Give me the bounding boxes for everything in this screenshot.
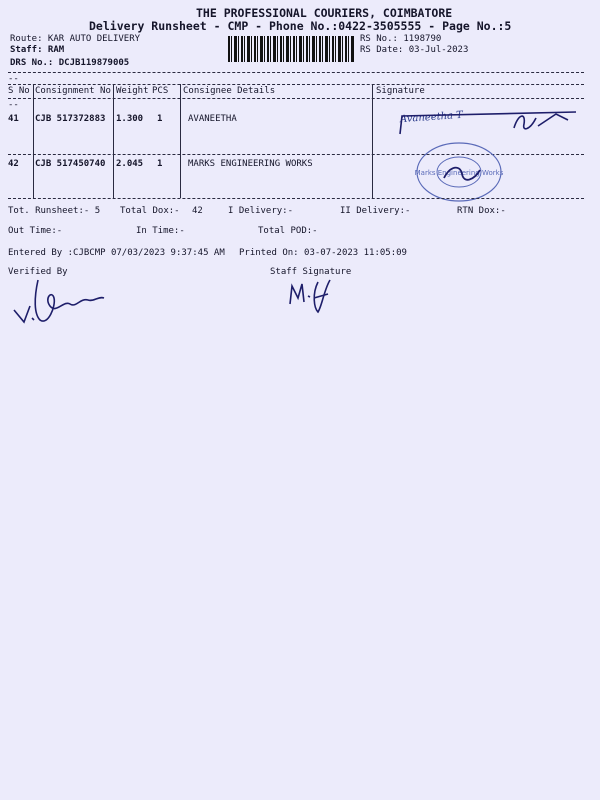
header-signature: Signature bbox=[376, 86, 425, 96]
staff-signature bbox=[284, 276, 344, 316]
cell-sno: 42 bbox=[8, 159, 19, 169]
rtn-dox: RTN Dox:- bbox=[457, 206, 506, 216]
header-pcs: PCS bbox=[152, 86, 169, 96]
cell-pcs: 1 bbox=[157, 159, 163, 169]
out-time: Out Time:- bbox=[8, 226, 63, 236]
receiver-signature-1 bbox=[396, 108, 586, 138]
entered-by: Entered By :CJBCMP 07/03/2023 9:37:45 AM bbox=[8, 248, 225, 258]
column-divider bbox=[372, 84, 373, 198]
staff-signature-label: Staff Signature bbox=[270, 267, 352, 277]
mark-dashes: -- bbox=[8, 74, 19, 84]
route-label: Route: KAR AUTO DELIVERY bbox=[10, 34, 141, 44]
runsheet-subtitle: Delivery Runsheet - CMP - Phone No.:0422-3505555 - Page No.:5 bbox=[89, 19, 512, 33]
verified-by-label: Verified By bbox=[8, 267, 68, 277]
column-divider bbox=[113, 84, 114, 198]
table-top-border bbox=[8, 84, 584, 85]
header-divider bbox=[8, 98, 584, 99]
in-time: In Time:- bbox=[136, 226, 185, 236]
cell-consignee: AVANEETHA bbox=[188, 114, 237, 124]
cell-sno: 41 bbox=[8, 114, 19, 124]
header-consignee: Consignee Details bbox=[183, 86, 276, 96]
company-title: THE PROFESSIONAL COURIERS, COIMBATORE bbox=[196, 6, 453, 20]
staff-label: Staff: RAM bbox=[10, 45, 65, 55]
cell-pcs: 1 bbox=[157, 114, 163, 124]
cell-weight: 2.045 bbox=[116, 159, 144, 169]
column-divider bbox=[180, 84, 181, 198]
total-dox-label: Total Dox:- bbox=[120, 206, 180, 216]
verifier-signature bbox=[8, 276, 108, 330]
handwritten-signature-text: Avaneetha T bbox=[399, 109, 464, 126]
header-weight: Weight bbox=[116, 86, 149, 96]
mark-dashes: -- bbox=[8, 100, 19, 110]
total-pod: Total POD:- bbox=[258, 226, 318, 236]
barcode-image bbox=[228, 36, 354, 62]
tot-runsheet: Tot. Runsheet:- 5 bbox=[8, 206, 101, 216]
company-stamp bbox=[414, 140, 504, 204]
cell-consignee: MARKS ENGINEERING WORKS bbox=[188, 159, 313, 169]
table-bottom-border bbox=[8, 198, 584, 199]
cell-consignment: CJB 517372883 bbox=[35, 114, 106, 124]
ii-delivery: II Delivery:- bbox=[340, 206, 411, 216]
column-divider bbox=[33, 84, 34, 198]
rs-date: RS Date: 03-Jul-2023 bbox=[360, 45, 469, 55]
i-delivery: I Delivery:- bbox=[228, 206, 294, 216]
drs-number: DRS No.: DCJB119879005 bbox=[10, 58, 130, 68]
total-dox-value: 42 bbox=[192, 206, 203, 216]
printed-on: Printed On: 03-07-2023 11:05:09 bbox=[239, 248, 407, 258]
rs-number: RS No.: 1198790 bbox=[360, 34, 442, 44]
header-sno: S No bbox=[8, 86, 30, 96]
cell-weight: 1.300 bbox=[116, 114, 144, 124]
header-consignment: Consignment No bbox=[35, 86, 111, 96]
stamp-text: Marks Engineering Works bbox=[414, 169, 504, 177]
cell-consignment: CJB 517450740 bbox=[35, 159, 106, 169]
divider bbox=[8, 72, 584, 73]
